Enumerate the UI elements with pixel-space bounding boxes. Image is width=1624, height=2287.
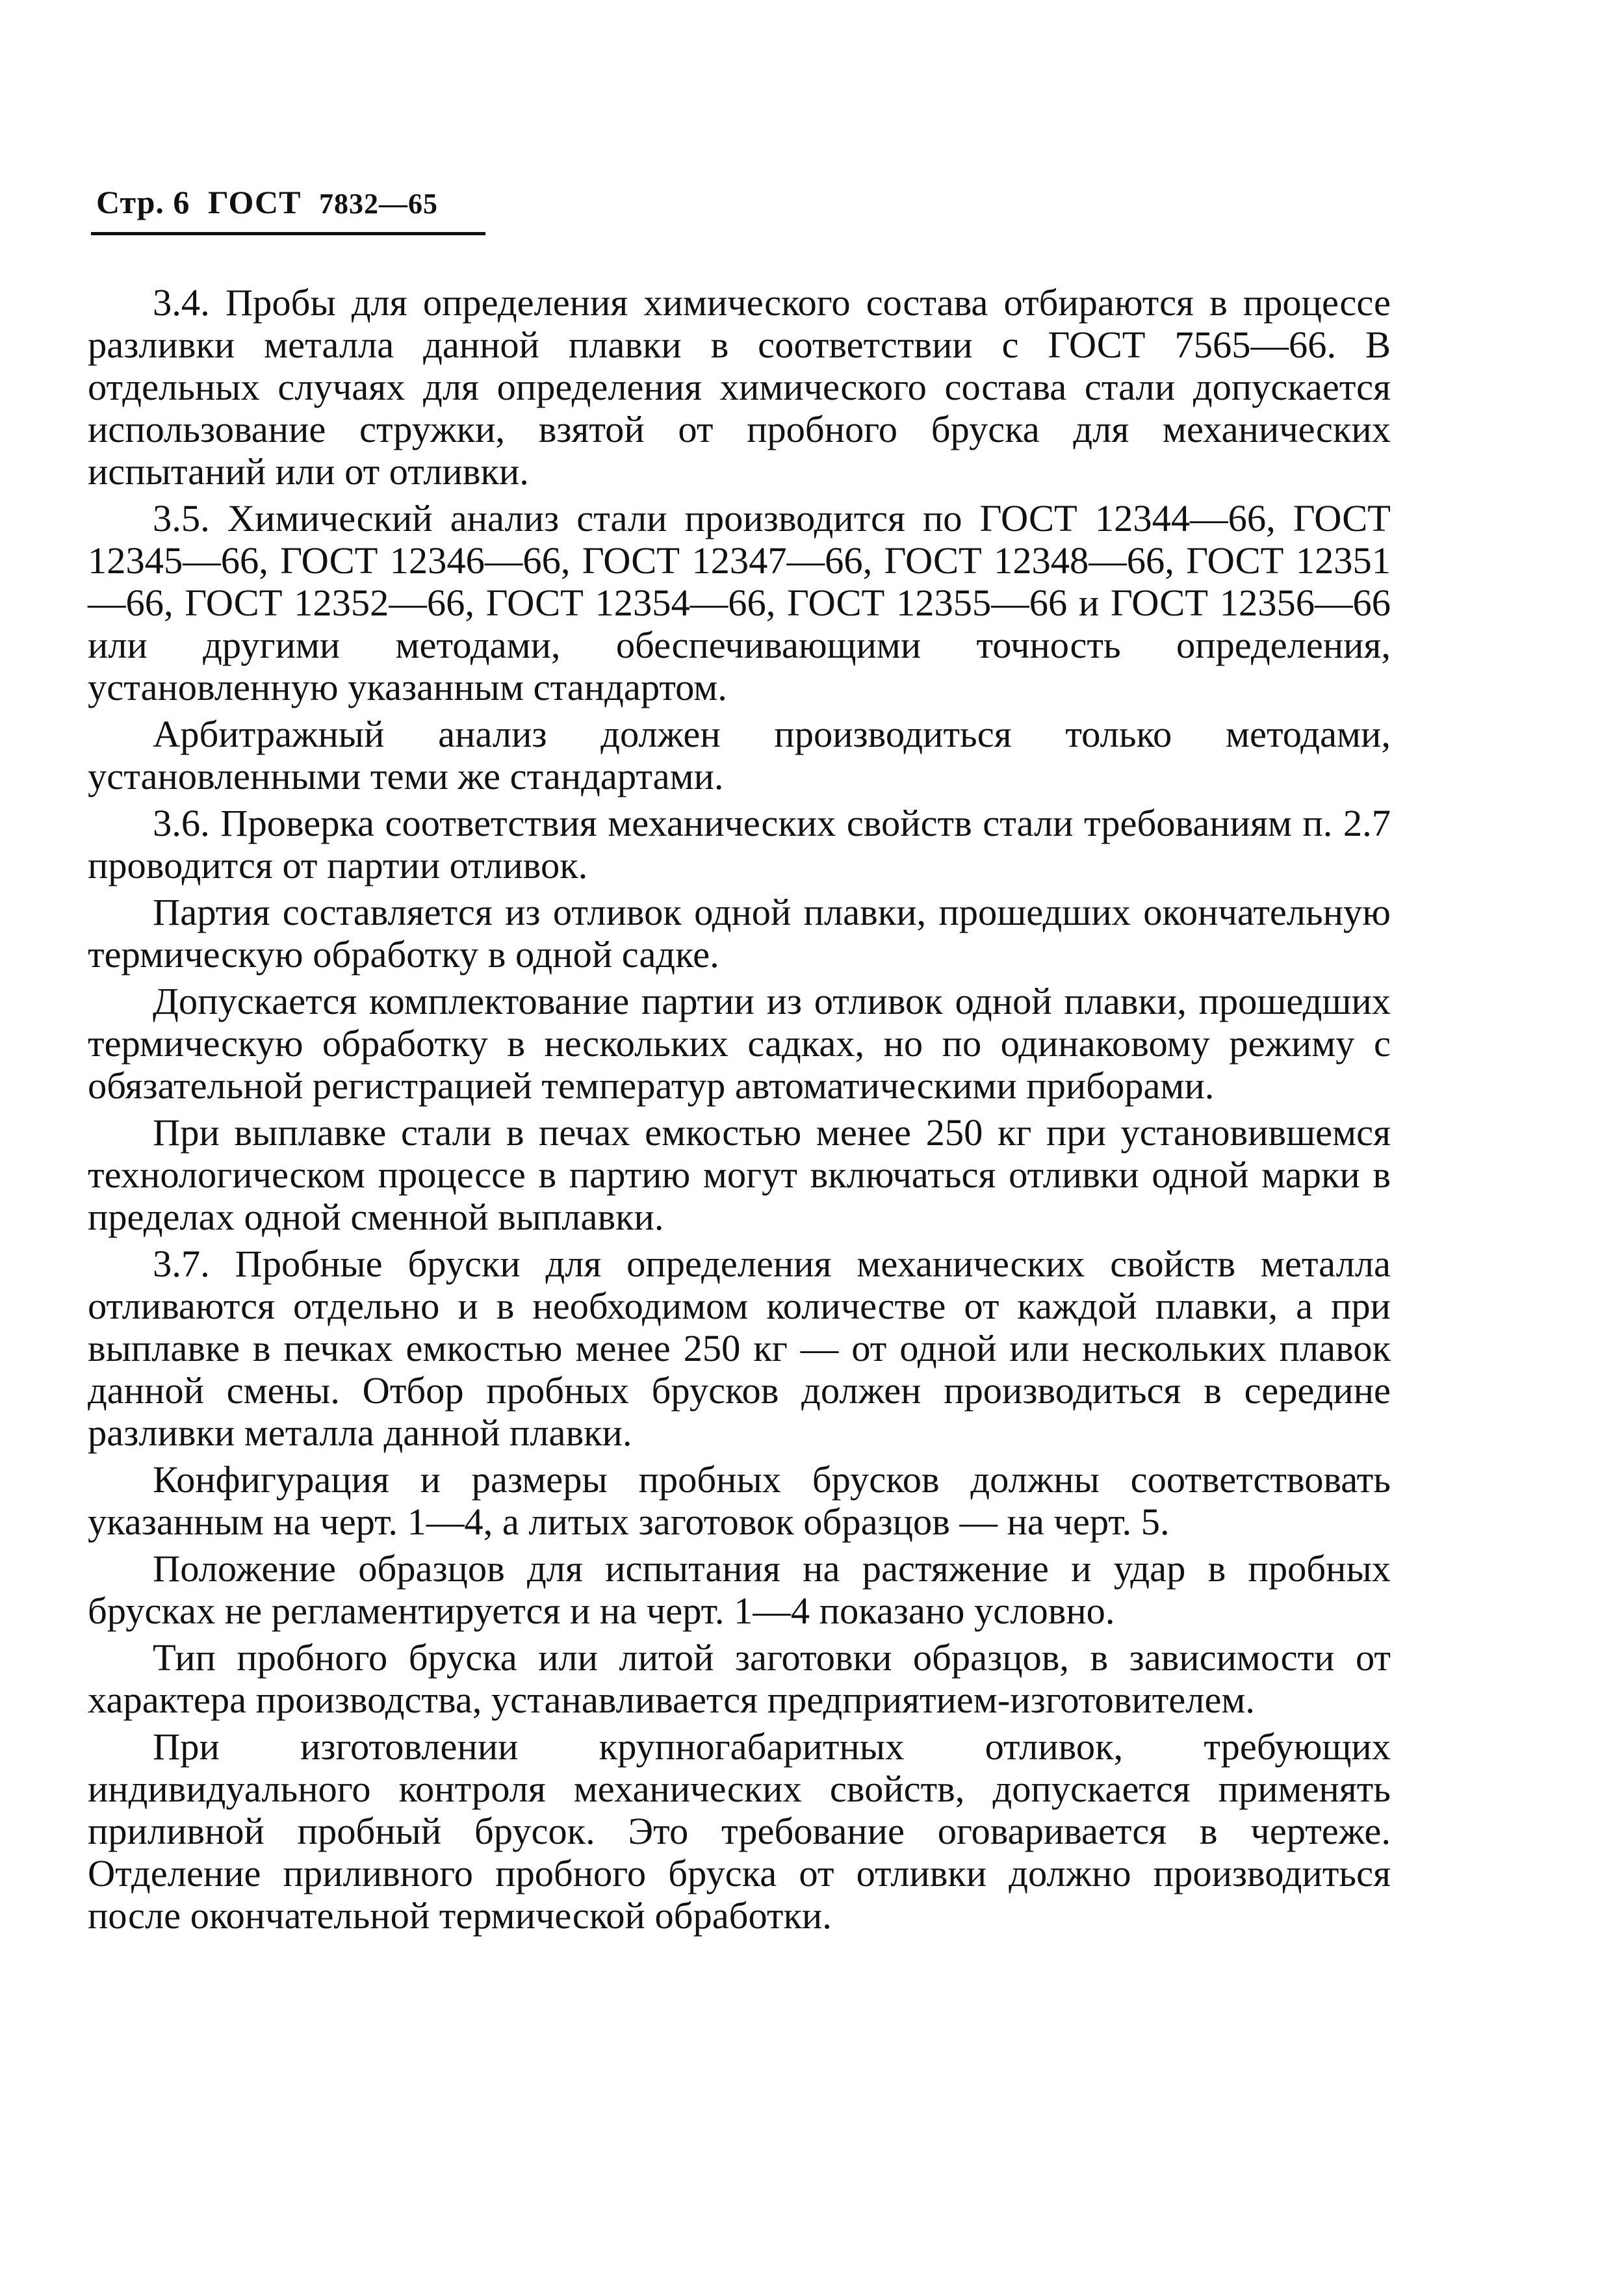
standard-label: ГОСТ [207, 184, 302, 220]
paragraph-bar-type: Тип пробного бруска или литой заготовки образцов, в зависимости от характера производства, устанавливается предприятием-изготовителем. [88, 1636, 1391, 1721]
paragraph-arbitration-analysis: Арбитражный анализ должен производиться только методами, установленными теми же стандартами. [88, 713, 1391, 797]
paragraph-3-5: 3.5. Химический анализ стали производится по ГОСТ 12344—66, ГОСТ 12345—66, ГОСТ 12346—66, ГОСТ 12347—66, ГОСТ 12348—66, ГОСТ 12351—66, ГОСТ 12352—66, ГОСТ 12354—66, ГОСТ 12355—66 и ГОСТ 12356—66 или другими методами, обеспечивающими точность определения, установленную указанным стандартом. [88, 497, 1391, 708]
paragraph-3-7: 3.7. Пробные бруски для определения механических свойств металла отливаются отдельно и в необходимом количестве от каждой плавки, а при выплавке в печках емкостью менее 250 кг — от одной или нескольких плавок данной смены. Отбор пробных брусков должен производиться в середине разливки металла данной плавки. [88, 1243, 1391, 1454]
header-underline [91, 232, 485, 235]
paragraph-3-4: 3.4. Пробы для определения химического состава отбираются в процессе разливки металла данной плавки в соответствии с ГОСТ 7565—66. В отдельных случаях для определения химического состава стали допускается использование стружки, взятой от пробного бруска для механических испытаний или от отливки. [88, 281, 1391, 493]
paragraph-batch-composition: Партия составляется из отливок одной плавки, прошедших окончательную термическую обработку в одной садке. [88, 891, 1391, 976]
page-header [96, 183, 447, 221]
paragraph-small-furnace: При выплавке стали в печах емкостью менее 250 кг при установившемся технологическом процессе в партию могут включаться отливки одной марки в пределах одной сменной выплавки. [88, 1111, 1391, 1238]
paragraph-large-castings: При изготовлении крупногабаритных отливок, требующих индивидуального контроля механических свойств, допускается применять приливной пробный брусок. Это требование оговаривается в чертеже. Отделение приливного пробного бруска от отливки должно производиться после окончательной термической обработки. [88, 1725, 1391, 1937]
standard-number: 7832—65 [318, 188, 438, 220]
page-number-label: Стр. 6 [96, 184, 190, 220]
paragraph-configuration: Конфигурация и размеры пробных брусков должны соответствовать указанным на черт. 1—4, а литых заготовок образцов — на черт. 5. [88, 1458, 1391, 1543]
paragraph-batch-completion: Допускается комплектование партии из отливок одной плавки, прошедших термическую обработку в нескольких садках, но по одинаковому режиму с обязательной регистрацией температур автоматическими приборами. [88, 980, 1391, 1107]
document-body [88, 281, 1391, 1941]
paragraph-3-6: 3.6. Проверка соответствия механических свойств стали требованиям п. 2.7 проводится от партии отливок. [88, 802, 1391, 886]
paragraph-specimen-position: Положение образцов для испытания на растяжение и удар в пробных брусках не регламентируется и на черт. 1—4 показано условно. [88, 1547, 1391, 1632]
